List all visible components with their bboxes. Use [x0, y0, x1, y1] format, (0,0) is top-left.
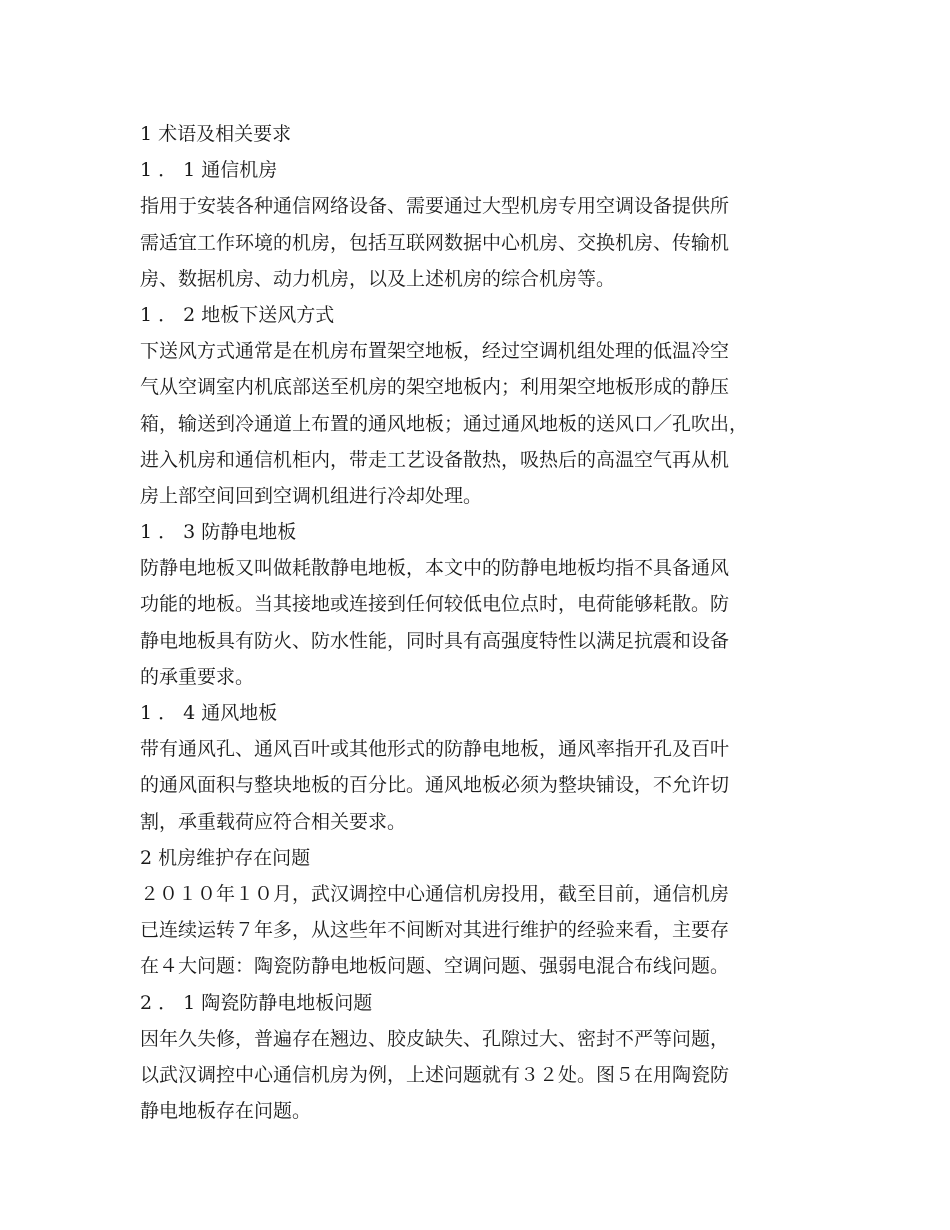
subsection-heading-1-4: 1 ． 4 通风地板: [140, 702, 278, 724]
section-heading-1: 1 术语及相关要求: [140, 123, 292, 145]
paragraph-line: 箱，输送到冷通道上布置的通风地板；通过通风地板的送风口／孔吹出，: [140, 412, 749, 435]
paragraph-line: 下送风方式通常是在机房布置架空地板，经过空调机组处理的低温冷空: [140, 340, 730, 363]
subsection-heading-1-2: 1 ． 2 地板下送风方式: [140, 303, 335, 326]
paragraph-line: 带有通风孔、通风百叶或其他形式的防静电地板，通风率指开孔及百叶: [140, 738, 730, 761]
paragraph-line: 指用于安装各种通信网络设备、需要通过大型机房专用空调设备提供所: [140, 195, 730, 218]
paragraph-line: 房上部空间回到空调机组进行冷却处理。: [140, 484, 483, 507]
paragraph-line: 的承重要求。: [140, 665, 255, 688]
paragraph-line: 需适宜工作环境的机房，包括互联网数据中心机房、交换机房、传输机: [140, 231, 730, 254]
subsection-heading-1-1: 1 ． 1 通信机房: [140, 159, 278, 182]
subsection-heading-1-3: 1 ． 3 防静电地板: [140, 521, 297, 544]
paragraph-line: 房、数据机房、动力机房，以及上述机房的综合机房等。: [140, 267, 616, 290]
paragraph-line: 的通风面积与整块地板的百分比。通风地板必须为整块铺设，不允许切: [140, 774, 730, 797]
paragraph-line: 静电地板具有防火、防水性能，同时具有高强度特性以满足抗震和设备: [140, 629, 730, 652]
section-heading-2: 2 机房维护存在问题: [140, 846, 311, 869]
paragraph-line: ２０１０年１０月，武汉调控中心通信机房投用，截至目前，通信机房: [140, 882, 730, 905]
paragraph-line: 防静电地板又叫做耗散静电地板，本文中的防静电地板均指不具备通风: [140, 557, 730, 580]
subsection-heading-2-1: 2 ． 1 陶瓷防静电地板问题: [140, 991, 373, 1014]
paragraph-line: 静电地板存在问题。: [140, 1100, 312, 1123]
paragraph-line: 割，承重载荷应符合相关要求。: [140, 810, 407, 833]
paragraph-line: 已连续运转７年多，从这些年不间断对其进行维护的经验来看，主要存: [140, 919, 730, 942]
paragraph-line: 在４大问题：陶瓷防静电地板问题、空调问题、强弱电混合布线问题。: [140, 955, 730, 978]
document-body: [140, 116, 820, 1129]
paragraph-line: 因年久失修，普遍存在翘边、胶皮缺失、孔隙过大、密封不严等问题，: [140, 1027, 730, 1050]
paragraph-line: 进入机房和通信机柜内，带走工艺设备散热，吸热后的高温空气再从机: [140, 448, 730, 471]
paragraph-line: 气从空调室内机底部送至机房的架空地板内；利用架空地板形成的静压: [140, 376, 730, 399]
paragraph-line: 功能的地板。当其接地或连接到任何较低电位点时，电荷能够耗散。防: [140, 593, 730, 616]
paragraph-line: 以武汉调控中心通信机房为例，上述问题就有３２处。图５在用陶瓷防: [140, 1063, 730, 1086]
